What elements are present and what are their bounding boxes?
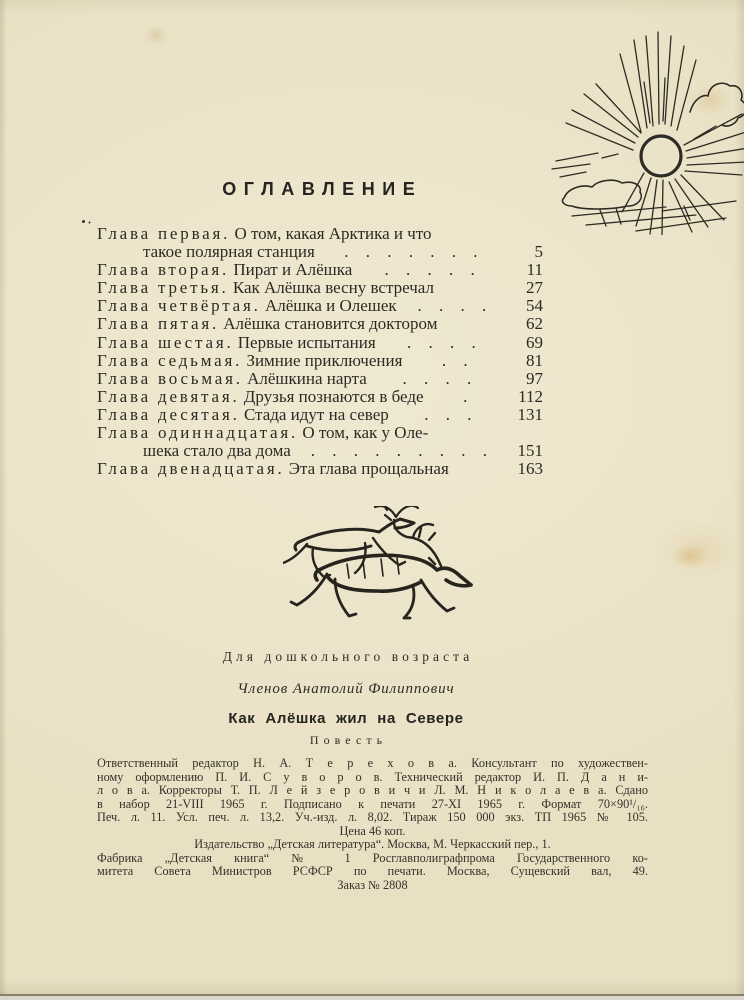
colophon-line: ному оформлению П. И. С у в о р о в. Технический редактор И. П. Д а н и- [97,769,648,784]
toc-entry-title: Глава восьмая. Алёшкина нарта [97,368,367,388]
colophon-line: л о в а. Корректоры Т. П. Л е й з е р о в и ч и Л. М. Н и к о л а е в а. Сдано [97,783,648,797]
toc-entry [97,460,543,478]
toc-entry-title: Глава шестая. Первые испытания [97,332,376,352]
colophon-line: Цена 46 коп. [339,823,406,838]
toc-entry-title: Глава седьмая. Зимние приключения [97,350,403,370]
toc-chapter-label: Глава десятая. [97,404,240,424]
toc-entry-continuation [97,243,543,261]
toc-entry [97,370,543,388]
toc-chapter-label: Глава двенадцатая. [97,459,285,479]
toc-page-number: 5 [534,242,543,262]
colophon-line: Ответственный редактор Н. А. Т е р е х о в а. Консультант по художествен- [97,756,648,770]
reindeer-illustration [283,506,473,624]
table-of-contents [97,225,543,478]
colophon-line: митета Совета Министров РСФСР по печати. Москва, Сущевский вал, 49. [97,864,648,878]
toc-entry [97,424,543,442]
toc-dot-leader: . . . . . [384,261,475,280]
toc-chapter-label: Глава четвёртая. [97,296,261,316]
colophon-line: в набор 21-VIII 1965 г. Подписано к печати 27-XI 1965 г. Формат 70×90¹/₁₆. [97,796,648,811]
toc-entry [97,279,543,297]
toc-entry-title: Глава четвёртая. Алёшка и Олешек [97,296,397,316]
toc-dot-leader: . . [441,351,468,370]
toc-entry-title: Глава пятая. Алёшка становится доктором [97,314,438,334]
toc-entry-title: Глава первая. О том, какая Арктика и что [97,224,432,243]
toc-entry-title: Глава двенадцатая. Эта глава прощальная [97,459,449,479]
genre-label: Повесть [309,733,388,747]
toc-dot-leader: . . . . . . . [344,243,478,262]
toc-dot-leader: . . . [424,405,472,424]
toc-entry [97,352,543,370]
toc-entry-title: Глава третья. Как Алёшка весну встречал [97,278,434,298]
toc-dot-leader: . . . . [406,333,476,352]
toc-chapter-label: Глава одиннадцатая. [97,423,299,443]
toc-page-number: 62 [526,314,543,334]
toc-entry-title: Глава девятая. Друзья познаются в беде [97,386,424,406]
toc-entry-title: Глава одиннадцатая. О том, как у Оле- [97,423,429,443]
toc-entry [97,297,543,315]
scanner-edge [0,994,744,1000]
toc-page-number: 69 [526,332,543,352]
toc-page-number: 97 [526,368,543,388]
toc-page-number: 163 [517,459,543,479]
toc-entry [97,406,543,424]
toc-entry [97,225,543,243]
toc-dot-leader: . . . . . . . . . [310,442,488,461]
toc-chapter-label: Глава восьмая. [97,368,243,388]
toc-chapter-label: Глава шестая. [97,332,234,352]
toc-chapter-label: Глава третья. [97,278,229,298]
toc-page-number: 54 [526,296,543,316]
colophon [97,757,648,892]
toc-entry [97,261,543,279]
toc-page-number: 131 [517,404,543,424]
toc-chapter-label: Глава седьмая. [97,350,243,370]
toc-entry-title-continued: шека стало два дома [143,441,291,461]
toc-dot-leader: . . . . [402,369,472,388]
page-title: ОГЛАВЛЕНИЕ [222,179,423,199]
toc-dot-leader: . [463,387,468,406]
toc-entry-continuation [97,442,543,460]
ink-speck [82,220,85,223]
cloud-right-icon [690,83,744,126]
toc-entry-title: Глава десятая. Стада идут на север [97,404,389,424]
colophon-line: Издательство „Детская литература“. Москва, М. Черкасский пер., 1. [194,837,551,851]
toc-chapter-label: Глава пятая. [97,314,220,334]
audience-note: Для дошкольного возраста [222,649,474,664]
toc-page-number: 11 [526,260,543,280]
toc-entry [97,334,543,352]
toc-page-number: 81 [526,350,543,370]
colophon-line: Заказ № 2808 [337,877,408,892]
sun-rays-icon [552,32,744,235]
toc-entry [97,388,543,406]
sun-illustration [544,20,744,235]
cloud-left-icon [562,180,641,209]
author-name: Членов Анатолий Филиппович [237,681,455,697]
toc-chapter-label: Глава девятая. [97,386,240,406]
toc-chapter-label: Глава первая. [97,224,231,243]
colophon-line: Печ. л. 11. Усл. печ. л. 13,2. Уч.-изд. л. 8,02. Тираж 150 000 экз. ТП 1965 № 105. [97,810,648,824]
toc-page-number: 151 [517,441,543,461]
sun-disc-icon [641,136,681,176]
toc-entry-title-continued: такое полярная станция [143,242,315,262]
toc-dot-leader: . . . . [417,297,487,316]
toc-page-number: 112 [518,386,543,406]
colophon-line: Фабрика „Детская книга“ № 1 Росглавполиграфпрома Государственного ко- [97,850,648,865]
toc-chapter-label: Глава вторая. [97,260,230,280]
toc-page-number: 27 [526,278,543,298]
toc-entry-title: Глава вторая. Пират и Алёшка [97,260,353,280]
toc-entry [97,315,543,333]
book-title: Как Алёшка жил на Севере [228,710,464,727]
